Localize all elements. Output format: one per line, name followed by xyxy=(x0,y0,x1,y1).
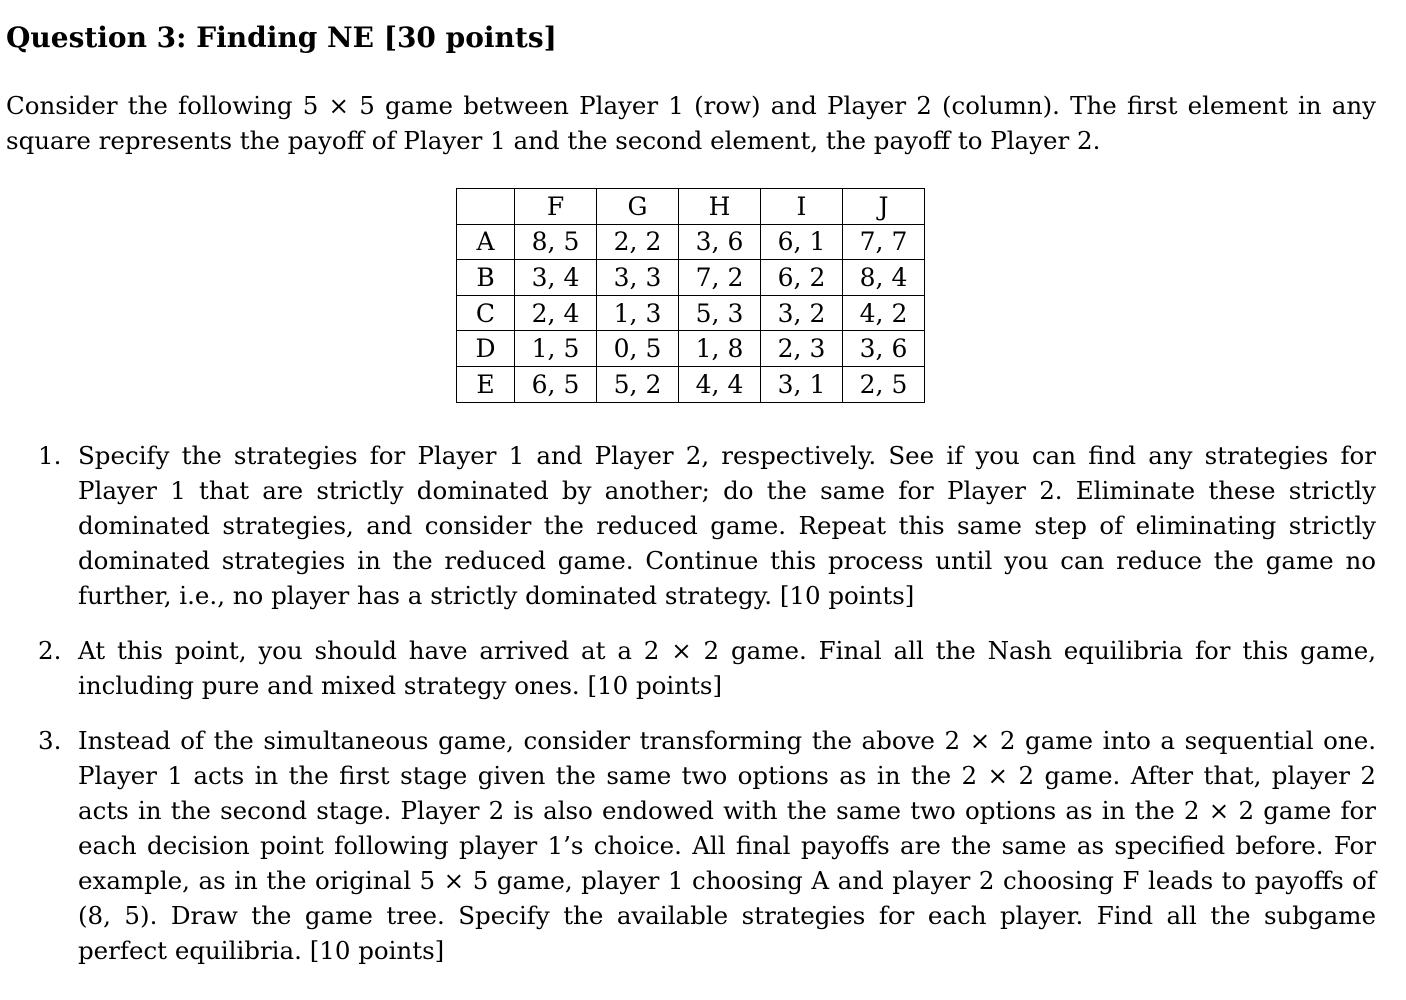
intro-paragraph: Consider the following 5 × 5 game between Player 1 (row) and Player 2 (column). The first element in any square represents the payoff of Player 1 and the second element, the payoff to Player 2. xyxy=(6,91,1376,155)
column-header-j: J xyxy=(843,189,925,225)
payoff-cell: 4, 4 xyxy=(679,366,761,402)
table-row-d xyxy=(457,331,925,367)
payoff-cell: 5, 2 xyxy=(597,366,679,402)
payoff-cell: 8, 4 xyxy=(843,260,925,296)
question-text: Instead of the simultaneous game, consider transforming the above 2 × 2 game into a sequential one. Player 1 acts in the first stage given the same two options as in the 2 × 2 game. After that, player 2 acts in the second stage. Player 2 is also endowed with the same two options as in the 2 × 2 game for each decision point following player 1’s choice. All final payoffs are the same as specified before. For example, as in the original 5 × 5 game, player 1 choosing A and player 2 choosing F leads to payoffs of (8, 5). Draw the game tree. Specify the available strategies for each player. Find all the subgame perfect equilibria. [10 points] xyxy=(78,726,1376,965)
payoff-cell: 4, 2 xyxy=(843,295,925,331)
payoff-cell: 3, 6 xyxy=(679,224,761,260)
table-row-a xyxy=(457,224,925,260)
row-header-d: D xyxy=(457,331,515,367)
question-title: Question 3: Finding NE [30 points] xyxy=(6,21,557,54)
payoff-cell: 1, 5 xyxy=(515,331,597,367)
payoff-cell: 3, 2 xyxy=(761,295,843,331)
payoff-cell: 3, 4 xyxy=(515,260,597,296)
question-number: 2. xyxy=(38,636,62,665)
payoff-cell: 1, 3 xyxy=(597,295,679,331)
question-number: 3. xyxy=(38,726,62,755)
table-row-c xyxy=(457,295,925,331)
row-header-e: E xyxy=(457,366,515,402)
payoff-cell: 0, 5 xyxy=(597,331,679,367)
table-row-e xyxy=(457,366,925,402)
payoff-cell: 1, 8 xyxy=(679,331,761,367)
question-item-3 xyxy=(0,723,1376,968)
question-item-1 xyxy=(0,438,1376,613)
payoff-cell: 2, 4 xyxy=(515,295,597,331)
row-header-c: C xyxy=(457,295,515,331)
question-text: At this point, you should have arrived at a 2 × 2 game. Final all the Nash equilibria for this game, including pure and mixed strategy ones. [10 points] xyxy=(78,636,1376,700)
payoff-cell: 3, 6 xyxy=(843,331,925,367)
question-item-2 xyxy=(0,633,1376,703)
payoff-matrix xyxy=(456,188,925,403)
payoff-cell: 3, 3 xyxy=(597,260,679,296)
column-header-h: H xyxy=(679,189,761,225)
payoff-cell: 2, 2 xyxy=(597,224,679,260)
row-header-b: B xyxy=(457,260,515,296)
table-row-b xyxy=(457,260,925,296)
header-row xyxy=(457,189,925,225)
column-header-f: F xyxy=(515,189,597,225)
column-header-g: G xyxy=(597,189,679,225)
payoff-table-container xyxy=(456,188,925,403)
row-header-a: A xyxy=(457,224,515,260)
payoff-cell: 2, 5 xyxy=(843,366,925,402)
question-text: Specify the strategies for Player 1 and Player 2, respectively. See if you can find any strategies for Player 1 that are strictly dominated by another; do the same for Player 2. Eliminate these strictly dominated strategies, and consider the reduced game. Repeat this same step of eliminating strictly dominated strategies in the reduced game. Continue this process until you can reduce the game no further, i.e., no player has a strictly dominated strategy. [10 points] xyxy=(78,441,1376,610)
column-header-i: I xyxy=(761,189,843,225)
payoff-cell: 7, 7 xyxy=(843,224,925,260)
payoff-cell: 2, 3 xyxy=(761,331,843,367)
payoff-cell: 6, 1 xyxy=(761,224,843,260)
payoff-cell: 6, 5 xyxy=(515,366,597,402)
payoff-cell: 7, 2 xyxy=(679,260,761,296)
corner-cell xyxy=(457,189,515,225)
payoff-cell: 5, 3 xyxy=(679,295,761,331)
payoff-cell: 6, 2 xyxy=(761,260,843,296)
payoff-cell: 8, 5 xyxy=(515,224,597,260)
question-list xyxy=(0,438,1376,988)
payoff-cell: 3, 1 xyxy=(761,366,843,402)
question-number: 1. xyxy=(38,441,62,470)
